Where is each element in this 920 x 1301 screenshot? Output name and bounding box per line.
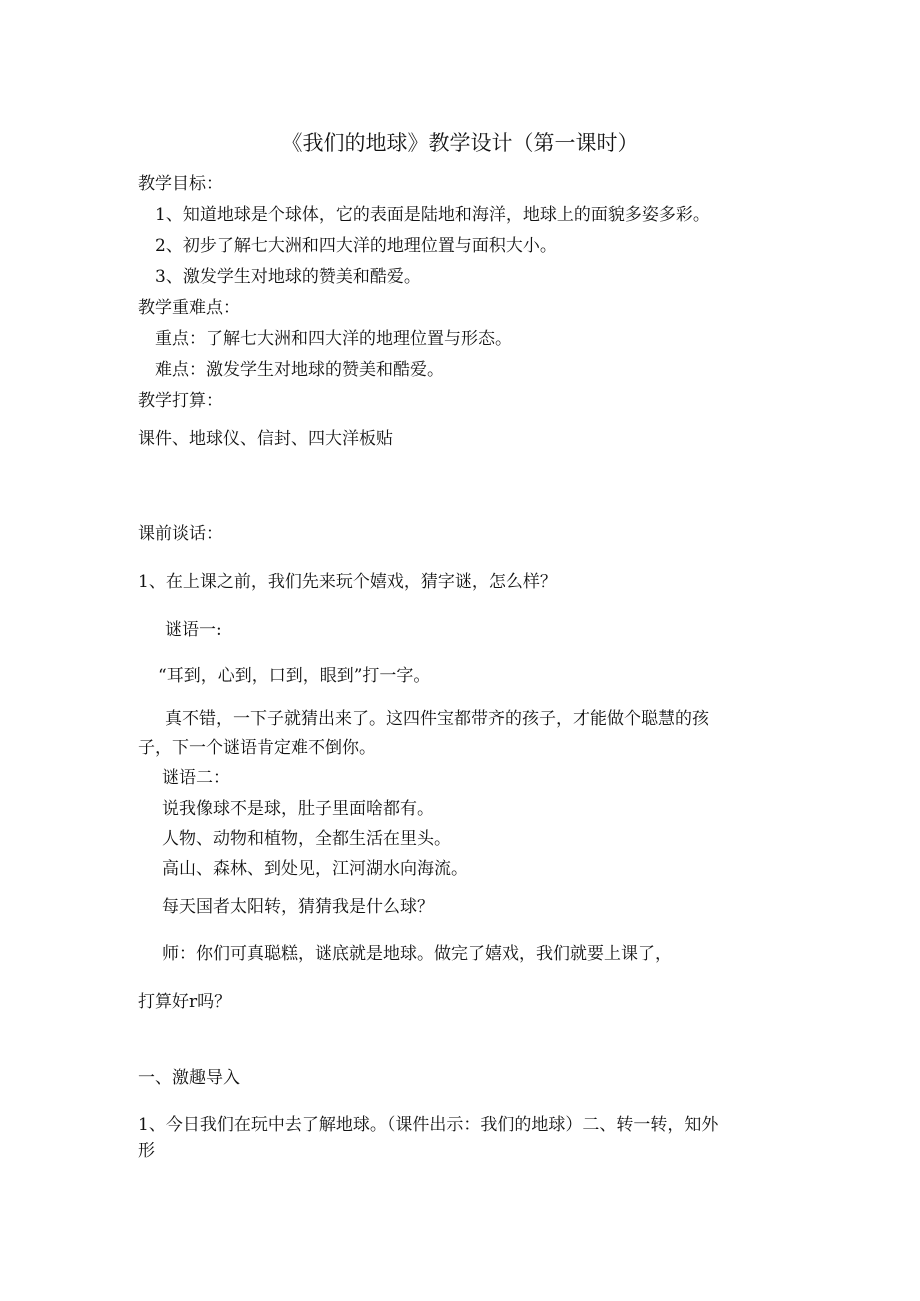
teacher-line: 打算好r吗？ [138, 992, 232, 1012]
riddle2-line: 人物、动物和植物，全都生活在里头。 [162, 829, 451, 849]
section1-line: 形 [138, 1141, 155, 1161]
praise-line: 子，下一个谜语肯定难不倒你。 [138, 738, 376, 758]
teacher-line: 师：你们可真聪糕，谜底就是地球。做完了嬉戏，我们就要上课了， [162, 944, 672, 964]
objectives-heading: 教学目标： [138, 174, 223, 194]
objective-item: 2、初步了解七大洲和四大洋的地理位置与面积大小。 [155, 236, 557, 256]
riddle2-line: 每天国者太阳转，猜猜我是什么球？ [162, 897, 434, 917]
document-title: 《我们的地球》教学设计（第一课时） [281, 131, 639, 155]
key-point: 重点：了解七大洲和四大洋的地理位置与形态。 [155, 329, 512, 349]
key-points-heading: 教学重难点： [138, 298, 240, 318]
preparation-materials: 课件、地球仪、信封、四大洋板贴 [138, 429, 393, 449]
pre-class-intro: 1、在上课之前，我们先来玩个嬉戏，猜字谜，怎么样？ [138, 572, 557, 592]
praise-line: 真不错，一下子就猜出来了。这四件宝都带齐的孩子，才能做个聪慧的孩 [165, 709, 709, 729]
objective-item: 3、激发学生对地球的赞美和酷爱。 [155, 267, 421, 287]
pre-class-heading: 课前谈话： [138, 524, 223, 544]
riddle1-text: “耳到，心到，口到，眼到”打一字。 [158, 666, 431, 686]
objective-item: 1、知道地球是个球体，它的表面是陆地和海洋，地球上的面貌多姿多彩。 [155, 205, 710, 225]
section1-heading: 一、激趣导入 [138, 1068, 240, 1088]
difficult-point: 难点：激发学生对地球的赞美和酷爱。 [155, 360, 444, 380]
riddle1-label: 谜语一: [165, 620, 222, 640]
riddle2-line: 说我像球不是球，肚子里面啥都有。 [162, 799, 434, 819]
riddle2-line: 高山、森林、到处见，江河湖水向海流。 [162, 859, 468, 879]
preparation-heading: 教学打算： [138, 391, 223, 411]
riddle2-label: 谜语二： [162, 768, 230, 788]
section1-line: 1、今日我们在玩中去了解地球。（课件出示：我们的地球）二、转一转，知外 [138, 1115, 719, 1135]
